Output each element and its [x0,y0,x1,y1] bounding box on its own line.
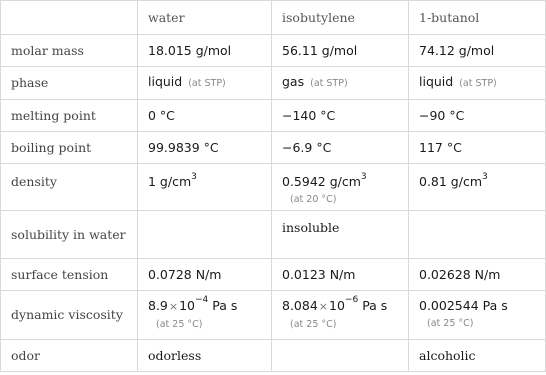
table-row [1,259,546,291]
unit-exponent: 3 [191,171,197,182]
table-row [1,132,546,164]
cell-water-density [138,164,272,211]
table-row [1,291,546,340]
cell-water-surface-tension: 0.0728 N/m [138,259,272,291]
table-row [1,67,546,100]
cell-butanol-solubility [409,211,546,259]
condition-note: (at STP) [459,78,497,89]
table-row [1,100,546,132]
density-value: 1 g/cm [148,174,192,189]
unit-exponent: 3 [360,171,367,182]
condition-note: (at 20 °C) [290,194,337,205]
row-label-phase: phase [1,67,138,100]
times-sign: × [318,299,329,313]
cell-water-viscosity [138,291,272,340]
cell-isobutylene-viscosity [272,291,409,340]
cell-butanol-melting-point: −90 °C [409,100,546,132]
unit-exponent: 3 [482,171,488,182]
cell-isobutylene-phase [272,67,409,100]
table-row [1,35,546,67]
column-header-isobutylene: isobutylene [272,1,409,35]
condition-note: (at 25 °C) [290,318,337,330]
cell-butanol-odor: alcoholic [409,340,546,372]
unit: Pa s [212,297,238,313]
cell-isobutylene-odor [272,340,409,372]
cell-water-phase [138,67,272,100]
cell-butanol-surface-tension: 0.02628 N/m [409,259,546,291]
row-label-odor: odor [1,340,138,372]
cell-water-molar-mass: 18.015 g/mol [138,35,272,67]
row-label-surface-tension: surface tension [1,259,138,291]
phase-value: liquid [148,74,183,89]
exponent-base: 10 [179,297,196,313]
cell-isobutylene-surface-tension: 0.0123 N/m [272,259,409,291]
cell-water-boiling-point: 99.9839 °C [138,132,272,164]
exponent-base: 10 [329,297,345,313]
column-header-1-butanol: 1-butanol [409,1,546,35]
column-header-water: water [138,1,272,35]
row-label-solubility: solubility in water [1,211,138,259]
cell-isobutylene-molar-mass: 56.11 g/mol [272,35,409,67]
mantissa: 8.084 [282,297,318,313]
cell-isobutylene-boiling-point: −6.9 °C [272,132,409,164]
phase-value: liquid [419,74,454,89]
table-row [1,211,546,259]
condition-note: (at 25 °C) [427,318,474,329]
row-label-boiling-point: boiling point [1,132,138,164]
exponent: −4 [195,295,209,306]
cell-water-solubility [138,211,272,259]
row-label-melting-point: melting point [1,100,138,132]
mantissa: 8.9 [148,297,168,313]
header-row [1,1,546,35]
condition-note: (at STP) [310,78,348,89]
viscosity-value: 0.002544 Pa s [419,298,508,313]
density-value: 0.5942 g/cm [282,174,361,189]
row-label-density: density [1,164,138,211]
table-row [1,164,546,211]
cell-water-melting-point: 0 °C [138,100,272,132]
condition-note: (at STP) [188,78,226,89]
cell-butanol-molar-mass: 74.12 g/mol [409,35,546,67]
cell-butanol-density [409,164,546,211]
exponent: −6 [344,295,359,306]
condition-note: (at 25 °C) [156,318,203,330]
cell-butanol-boiling-point: 117 °C [409,132,546,164]
row-label-dynamic-viscosity: dynamic viscosity [1,291,138,340]
cell-isobutylene-melting-point: −140 °C [272,100,409,132]
table-row [1,340,546,372]
cell-water-odor: odorless [138,340,272,372]
cell-isobutylene-density [272,164,409,211]
phase-value: gas [282,74,305,89]
corner-cell [1,1,138,35]
times-sign: × [168,299,179,313]
row-label-molar-mass: molar mass [1,35,138,67]
cell-butanol-viscosity [409,291,546,340]
cell-butanol-phase [409,67,546,100]
cell-isobutylene-solubility: insoluble [272,211,409,259]
density-value: 0.81 g/cm [419,174,483,189]
unit: Pa s [362,297,388,313]
